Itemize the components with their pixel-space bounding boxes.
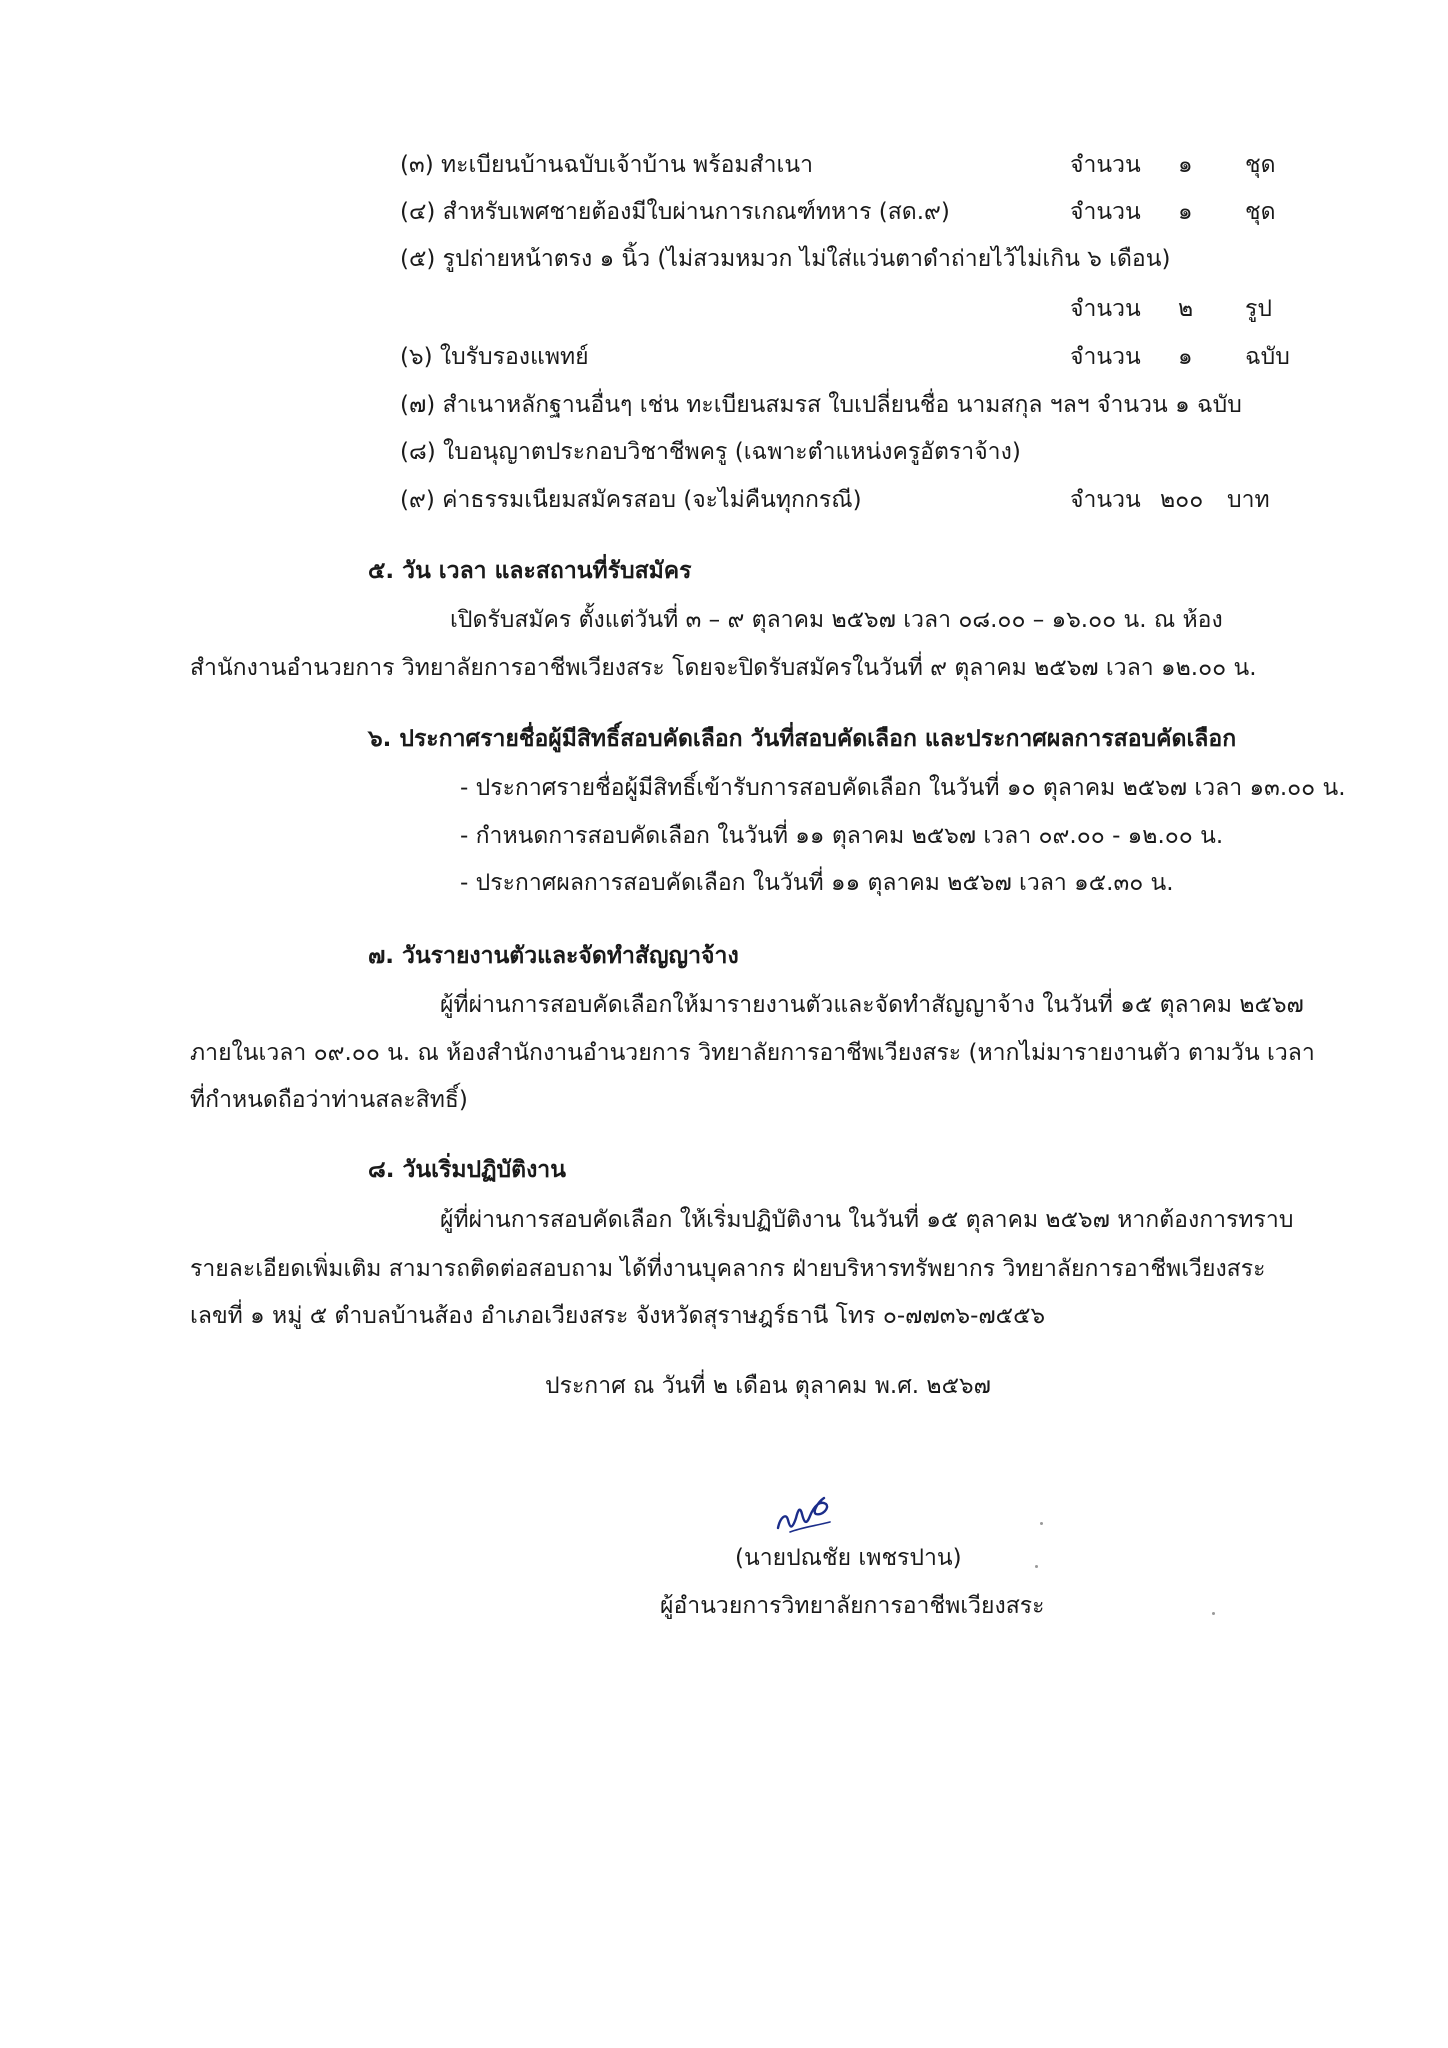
doc-item-6-qty: ๑ xyxy=(1178,344,1193,370)
section-5-heading: ๕. วัน เวลา และสถานที่รับสมัคร xyxy=(368,558,692,584)
doc-item-6: (๖) ใบรับรองแพทย์ xyxy=(400,344,589,370)
doc-item-4-label: จำนวน xyxy=(1070,199,1141,225)
doc-item-9-label: จำนวน xyxy=(1070,487,1141,513)
doc-item-4-qty: ๑ xyxy=(1178,199,1193,225)
doc-item-9-qty: ๒๐๐ xyxy=(1160,487,1204,513)
section-7-line-1: ผู้ที่ผ่านการสอบคัดเลือกให้มารายงานตัวและจัดทำสัญญาจ้าง ในวันที่ ๑๕ ตุลาคม ๒๕๖๗ xyxy=(440,992,1304,1018)
signer-title: ผู้อำนวยการวิทยาลัยการอาชีพเวียงสระ xyxy=(660,1593,1045,1619)
scan-speck xyxy=(1040,1522,1043,1525)
doc-item-6-label: จำนวน xyxy=(1070,344,1141,370)
signature-icon xyxy=(770,1480,840,1550)
doc-item-4-unit: ชุด xyxy=(1245,199,1276,225)
doc-item-3-qty: ๑ xyxy=(1178,152,1193,178)
section-6-item-1: - ประกาศรายชื่อผู้มีสิทธิ์เข้ารับการสอบคัดเลือก ในวันที่ ๑๐ ตุลาคม ๒๕๖๗ เวลา ๑๓.๐๐ น. xyxy=(460,775,1346,801)
signer-name: (นายปณชัย เพชรปาน) xyxy=(735,1545,962,1571)
doc-item-7: (๗) สำเนาหลักฐานอื่นๆ เช่น ทะเบียนสมรส ใบเปลี่ยนชื่อ นามสกุล ฯลฯ จำนวน ๑ ฉบับ xyxy=(400,392,1242,418)
section-8-line-3: เลขที่ ๑ หมู่ ๕ ตำบลบ้านส้อง อำเภอเวียงสระ จังหวัดสุราษฎร์ธานี โทร ๐-๗๗๓๖-๗๕๕๖ xyxy=(190,1303,1046,1329)
section-8-line-1: ผู้ที่ผ่านการสอบคัดเลือก ให้เริ่มปฏิบัติงาน ในวันที่ ๑๕ ตุลาคม ๒๕๖๗ หากต้องการทราบ xyxy=(440,1207,1294,1233)
doc-item-6-unit: ฉบับ xyxy=(1245,344,1290,370)
doc-item-4: (๔) สำหรับเพศชายต้องมีใบผ่านการเกณฑ์ทหาร (สด.๙) xyxy=(400,199,950,225)
doc-item-5-unit: รูป xyxy=(1245,296,1272,322)
doc-item-9-unit: บาท xyxy=(1227,487,1270,513)
section-5-line-2: สำนักงานอำนวยการ วิทยาลัยการอาชีพเวียงสระ โดยจะปิดรับสมัครในวันที่ ๙ ตุลาคม ๒๕๖๗ เวลา ๑๒.๐๐ น. xyxy=(190,655,1257,681)
section-6-item-3: - ประกาศผลการสอบคัดเลือก ในวันที่ ๑๑ ตุลาคม ๒๕๖๗ เวลา ๑๕.๓๐ น. xyxy=(460,870,1174,896)
section-8-line-2: รายละเอียดเพิ่มเติม สามารถติดต่อสอบถาม ได้ที่งานบุคลากร ฝ่ายบริหารทรัพยากร วิทยาลัยการอาชีพเวียงสระ xyxy=(190,1256,1266,1282)
doc-item-3-label: จำนวน xyxy=(1070,152,1141,178)
doc-item-3: (๓) ทะเบียนบ้านฉบับเจ้าบ้าน พร้อมสำเนา xyxy=(400,152,814,178)
section-7-heading: ๗. วันรายงานตัวและจัดทำสัญญาจ้าง xyxy=(368,943,739,969)
doc-item-5-qty: ๒ xyxy=(1178,296,1194,322)
doc-item-5: (๕) รูปถ่ายหน้าตรง ๑ นิ้ว (ไม่สวมหมวก ไม่ใส่แว่นตาดำถ่ายไว้ไม่เกิน ๖ เดือน) xyxy=(400,246,1171,272)
doc-item-5-label: จำนวน xyxy=(1070,296,1141,322)
doc-item-3-unit: ชุด xyxy=(1245,152,1276,178)
scan-speck xyxy=(1212,1612,1215,1615)
announce-date: ประกาศ ณ วันที่ ๒ เดือน ตุลาคม พ.ศ. ๒๕๖๗ xyxy=(545,1373,991,1399)
scan-speck xyxy=(1035,1565,1038,1568)
doc-item-8: (๘) ใบอนุญาตประกอบวิชาชีพครู (เฉพาะตำแหน่งครูอัตราจ้าง) xyxy=(400,439,1021,465)
section-7-line-2: ภายในเวลา ๐๙.๐๐ น. ณ ห้องสำนักงานอำนวยการ วิทยาลัยการอาชีพเวียงสระ (หากไม่มารายงานตัว ตามวัน เวลา xyxy=(190,1040,1315,1066)
section-6-heading: ๖. ประกาศรายชื่อผู้มีสิทธิ์สอบคัดเลือก วันที่สอบคัดเลือก และประกาศผลการสอบคัดเลือก xyxy=(368,726,1237,752)
section-7-line-3: ที่กำหนดถือว่าท่านสละสิทธิ์) xyxy=(190,1087,468,1113)
section-6-item-2: - กำหนดการสอบคัดเลือก ในวันที่ ๑๑ ตุลาคม ๒๕๖๗ เวลา ๐๙.๐๐ - ๑๒.๐๐ น. xyxy=(460,823,1224,849)
section-5-line-1: เปิดรับสมัคร ตั้งแต่วันที่ ๓ – ๙ ตุลาคม ๒๕๖๗ เวลา ๐๘.๐๐ – ๑๖.๐๐ น. ณ ห้อง xyxy=(450,607,1223,633)
doc-item-9: (๙) ค่าธรรมเนียมสมัครสอบ (จะไม่คืนทุกกรณี) xyxy=(400,487,862,513)
section-8-heading: ๘. วันเริ่มปฏิบัติงาน xyxy=(368,1157,566,1183)
